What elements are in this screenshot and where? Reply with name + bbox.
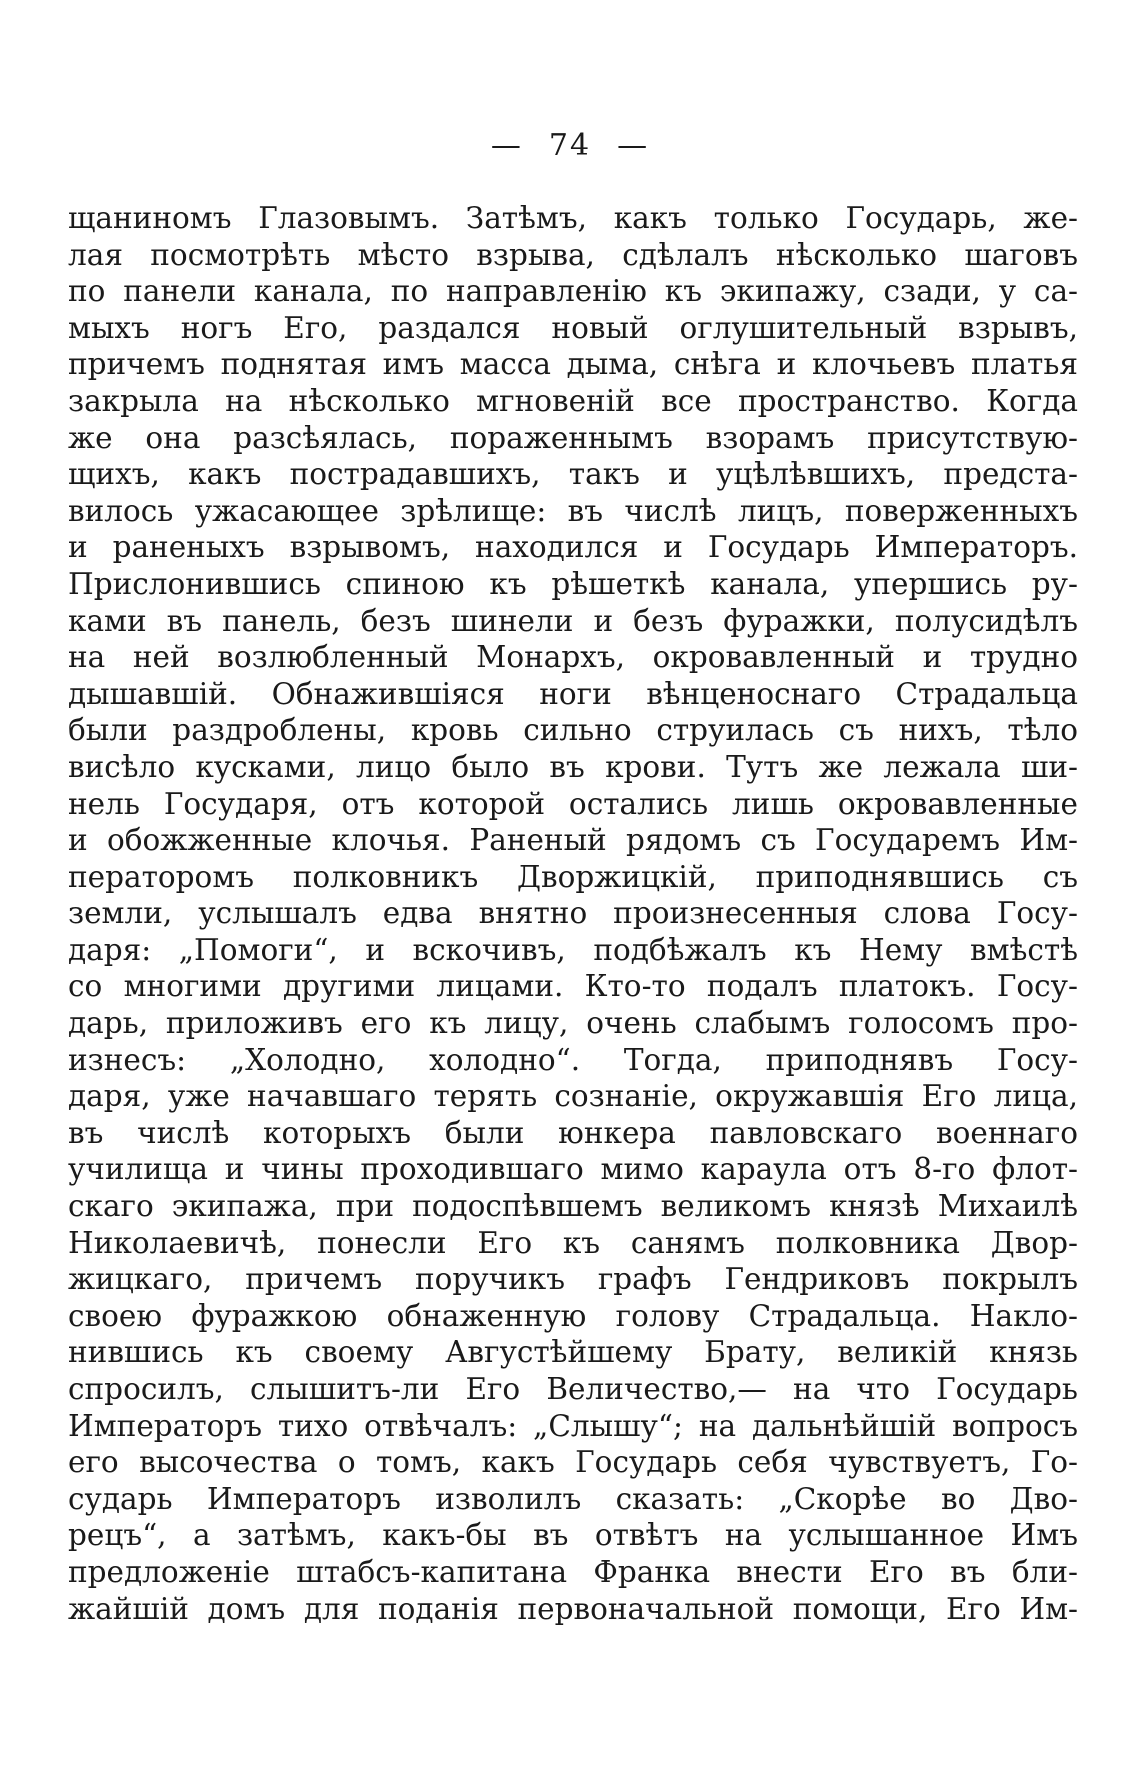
- text-line: нель Государя, отъ которой остались лишь окровавленные: [68, 786, 1078, 821]
- text-line: ками въ панель, безъ шинели и безъ фуражки, полусидѣлъ: [68, 603, 1078, 638]
- text-line: своею фуражкою обнаженную голову Страдальца. Накло-: [68, 1298, 1078, 1333]
- text-line: въ числѣ которыхъ были юнкера павловскаго военнаго: [68, 1115, 1078, 1150]
- text-line: сударь Императоръ изволилъ сказать: „Скорѣе во Дво-: [68, 1481, 1078, 1516]
- text-line: закрыла на нѣсколько мгновеній все пространство. Когда: [68, 383, 1078, 418]
- text-line: спросилъ, слышитъ-ли Его Величество,— на что Государь: [68, 1372, 1078, 1406]
- text-line: и раненыхъ взрывомъ, находился и Государь Императоръ.: [68, 530, 1078, 565]
- text-line: со многими другими лицами. Кто-то подалъ платокъ. Госу-: [68, 969, 1078, 1004]
- text-line: мыхъ ногъ Его, раздался новый оглушительный взрывъ,: [68, 310, 1078, 345]
- text-line: и обожженные клочья. Раненый рядомъ съ Государемъ Им-: [68, 823, 1078, 858]
- text-line: на ней возлюбленный Монархъ, окровавленный и трудно: [68, 640, 1078, 675]
- page-number-dash-right: —: [617, 128, 650, 163]
- text-line: училища и чины проходившаго мимо караула отъ 8-го флот-: [68, 1152, 1078, 1187]
- text-line: висѣло кусками, лицо было въ крови. Тутъ же лежала ши-: [68, 749, 1078, 784]
- text-line: вилось ужасающее зрѣлище: въ числѣ лицъ, поверженныхъ: [68, 493, 1078, 528]
- text-line: изнесъ: „Холодно, холодно“. Тогда, приподнявъ Госу-: [68, 1042, 1078, 1077]
- text-line: Николаевичѣ, понесли Его къ санямъ полковника Двор-: [68, 1225, 1078, 1260]
- text-line: дарь, приложивъ его къ лицу, очень слабымъ голосомъ про-: [68, 1006, 1078, 1041]
- text-line: ператоромъ полковникъ Дворжицкій, приподнявшись съ: [68, 859, 1078, 894]
- text-line: были раздроблены, кровь сильно струилась съ нихъ, тѣло: [68, 713, 1078, 748]
- text-line: дышавшій. Обнажившіяся ноги вѣнценоснаго Страдальца: [68, 676, 1078, 711]
- text-line: рецъ“, а затѣмъ, какъ-бы въ отвѣтъ на услышанное Имъ: [68, 1518, 1078, 1553]
- text-line: лая посмотрѣть мѣсто взрыва, сдѣлалъ нѣсколько шаговъ: [68, 237, 1078, 272]
- text-line: нившись къ своему Августѣйшему Брату, великій князь: [68, 1335, 1078, 1370]
- page-number-value: 74: [548, 128, 592, 163]
- text-line: предложеніе штабсъ-капитана Франка внести Его въ бли-: [68, 1554, 1078, 1589]
- text-line: земли, услышалъ едва внятно произнесенныя слова Госу-: [68, 896, 1078, 931]
- text-line: щаниномъ Глазовымъ. Затѣмъ, какъ только Государь, же-: [68, 201, 1078, 235]
- text-line: жицкаго, причемъ поручикъ графъ Гендриковъ покрылъ: [68, 1262, 1078, 1297]
- text-line: по панели канала, по направленію къ экипажу, сзади, у са-: [68, 274, 1078, 309]
- text-line: его высочества о томъ, какъ Государь себя чувствуетъ, Го-: [68, 1445, 1078, 1480]
- text-line: же она разсѣялась, пораженнымъ взорамъ присутствую-: [68, 420, 1078, 455]
- text-line: щихъ, какъ пострадавшихъ, такъ и уцѣлѣвшихъ, предста-: [68, 457, 1078, 492]
- text-line: Императоръ тихо отвѣчалъ: „Слышу“; на дальнѣйшій вопросъ: [68, 1408, 1078, 1443]
- text-line: скаго экипажа, при подоспѣвшемъ великомъ князѣ Михаилѣ: [68, 1189, 1078, 1224]
- page-number: [0, 128, 1140, 163]
- text-line: даря, уже начавшаго терять сознаніе, окружавшія Его лица,: [68, 1079, 1078, 1114]
- body-text: [68, 200, 1078, 1627]
- text-line: Прислонившись спиною къ рѣшеткѣ канала, упершись ру-: [68, 566, 1078, 601]
- text-line: причемъ поднятая имъ масса дыма, снѣга и клочьевъ платья: [68, 347, 1078, 382]
- text-line: даря: „Помоги“, и вскочивъ, подбѣжалъ къ Нему вмѣстѣ: [68, 932, 1078, 967]
- text-line: жайшій домъ для поданія первоначальной помощи, Его Им-: [68, 1591, 1078, 1626]
- page-number-dash-left: —: [490, 128, 523, 163]
